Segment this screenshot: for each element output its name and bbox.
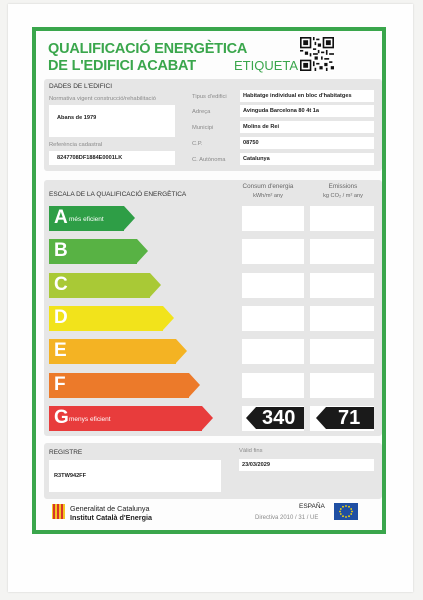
regulation-label: Normativa vigent construcció/rehabilitació [49, 96, 156, 102]
energy-scale-panel [44, 180, 382, 436]
valid-until-value: 23/03/2029 [242, 462, 270, 468]
postcode-field [240, 137, 374, 149]
consumption-rating-badge [256, 407, 304, 429]
emissions-cell [310, 239, 374, 264]
region-field [240, 153, 374, 165]
class-note: més eficient [69, 216, 104, 223]
energy-label-frame [32, 27, 386, 534]
registry-field [49, 460, 221, 492]
consumption-unit: kWh/m² any [253, 193, 283, 199]
emissions-header: Emissions [328, 183, 358, 190]
regulation-value: Abans de 1979 [57, 115, 97, 121]
municipality-value: Molins de Rei [243, 124, 280, 130]
emissions-cell [310, 373, 374, 398]
class-letter: G [54, 406, 69, 428]
catalonia-flag-icon [52, 504, 65, 519]
building-section-title: DADES DE L'EDIFICI [49, 83, 113, 90]
building-data-panel [44, 79, 382, 171]
municipality-label: Municipi [192, 125, 214, 131]
registry-panel [44, 443, 382, 499]
regulation-field [49, 105, 175, 137]
class-letter: A [54, 207, 68, 228]
address-value: Avinguda Barcelona 80 4t 1a [243, 108, 319, 114]
region-label: C. Autònoma [192, 157, 226, 163]
valid-until-field [239, 459, 374, 471]
emissions-cell [310, 339, 374, 364]
class-letter: C [54, 273, 68, 295]
label-type: ETIQUETA [234, 58, 299, 73]
cadastral-label: Referència cadastral [49, 142, 103, 148]
postcode-label: C.P. [192, 141, 203, 147]
valid-until-label: Vàlid fins [239, 448, 263, 454]
title-line-1: QUALIFICACIÓ ENERGÈTICA [48, 41, 248, 57]
consumption-cell [242, 239, 304, 264]
emissions-rating-badge [326, 407, 374, 429]
class-letter: F [54, 373, 66, 395]
directive-label: Directiva 2010 / 31 / UE [255, 515, 319, 521]
address-label: Adreça [192, 109, 211, 115]
postcode-value: 08750 [243, 140, 259, 146]
eu-flag-icon [334, 503, 358, 520]
class-letter: E [54, 340, 67, 362]
building-type-label: Tipus d'edifici [192, 94, 227, 100]
emissions-unit: kg CO₂ / m² any [323, 193, 363, 199]
consumption-value: 340 [262, 407, 296, 430]
emissions-cell [310, 273, 374, 298]
region-value: Catalunya [243, 156, 270, 162]
registry-value: R3TW942FF [54, 473, 87, 479]
consumption-cell [242, 339, 304, 364]
consumption-cell [242, 306, 304, 331]
address-field [240, 105, 374, 117]
title-line-2: DE L'EDIFICI ACABAT [48, 58, 196, 74]
consumption-cell [242, 273, 304, 298]
consumption-header: Consum d'energia [242, 183, 294, 190]
consumption-cell [242, 206, 304, 231]
cadastral-field [49, 151, 175, 165]
qr-code-icon [300, 37, 334, 71]
registry-label: REGISTRE [49, 449, 83, 456]
consumption-cell [242, 373, 304, 398]
country-label: ESPAÑA [299, 503, 325, 510]
building-type-value: Habitatge individual en bloc d'habitatges [243, 93, 352, 99]
emissions-cell [310, 306, 374, 331]
cadastral-value: 8247708DF1884E0001LK [57, 155, 123, 161]
class-letter: B [54, 240, 68, 262]
class-note: menys eficient [69, 415, 111, 423]
emissions-cell [310, 206, 374, 231]
org-line-2: Institut Català d'Energia [70, 513, 152, 522]
scale-section-title: ESCALA DE LA QUALIFICACIÓ ENERGÈTICA [49, 191, 187, 198]
municipality-field [240, 121, 374, 133]
emissions-value: 71 [338, 407, 361, 430]
org-line-1: Generalitat de Catalunya [70, 504, 150, 513]
building-type-field [240, 90, 374, 102]
class-letter: D [54, 306, 68, 328]
